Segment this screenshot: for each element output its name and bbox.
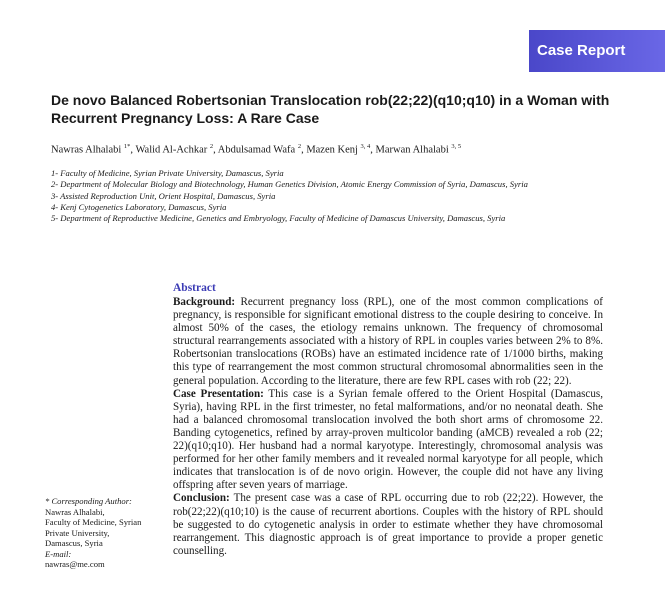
author-affiliation-marker: 3, 5 bbox=[451, 143, 462, 150]
corresponding-line: Nawras Alhalabi, bbox=[45, 506, 105, 517]
affiliation-item: 4- Kenj Cytogenetics Laboratory, Damascus, Syria bbox=[51, 201, 227, 212]
conclusion-text: The present case was a case of RPL occurring due to rob (22;22). However, the rob(22;22)(q10;10) is the cause of recurrent abortions. Couples with the history of RPL should be suggested to do cytogenetic analysis in order to estimate whether they have chromosomal rearrangement. This diagnostic approach is of great importance to provide a proper genetic counselling. bbox=[173, 492, 603, 557]
author-list: Nawras Alhalabi $^{1*}$, Walid Al-Achkar $^2$, Abdulsamad Wafa $^2$, Mazen Kenj $^{3, 4}$, Marwan Alhalabi $^{3, 5}$ bbox=[51, 143, 462, 156]
article-type-banner bbox=[529, 30, 665, 72]
article-title: De novo Balanced Robertsonian Translocation rob(22;22)(q10;q10) in a Woman with Recurrent Pregnancy Loss: A Rare Case bbox=[51, 92, 610, 126]
abstract-background bbox=[173, 296, 603, 388]
article-type-label: Case Report bbox=[537, 42, 626, 59]
corresponding-line: Damascus, Syria bbox=[45, 538, 103, 548]
corresponding-line: Faculty of Medicine, Syrian bbox=[45, 517, 142, 527]
email-address[interactable]: nawras@me.com bbox=[45, 559, 105, 569]
affiliation-list bbox=[51, 168, 611, 224]
case-label: Case Presentation: bbox=[173, 387, 264, 400]
corresponding-author-box bbox=[45, 496, 170, 570]
author-affiliation-marker: 2 bbox=[297, 143, 302, 150]
email-label: E-mail: bbox=[45, 548, 72, 559]
author-name: Marwan Alhalabi bbox=[375, 144, 449, 156]
author-name: Nawras Alhalabi bbox=[51, 144, 122, 156]
background-label: Background: bbox=[173, 296, 236, 308]
author-name: Abdulsamad Wafa bbox=[217, 144, 296, 156]
author-affiliation-marker: 3, 4 bbox=[360, 143, 371, 150]
affiliation-item: 5- Department of Reproductive Medicine, Genetics and Embryology, Faculty of Medicine of Damascus University, Damascus, Syria bbox=[51, 213, 506, 224]
case-text: This case is a Syrian female offered to the Orient Hospital (Damascus, Syria), having RPL in the first trimester, no fetal malformations, and/or no neonatal death. She had a balanced chromosomal translocation involved the both short arms of chromosome 22. Banding cytogenetics, refined by array-proven multicolor banding (aMCB) revealed a rob (22; 22)(q10;q10). Her husband had a normal karyotype. Interestingly, chromosomal analysis was performed for her other family members and it revealed normal karyotype for all people, which indicates that translocation is of de novo origin. However, the couple did not have any living offspring after seven years of marriage. bbox=[173, 387, 603, 492]
conclusion-label: Conclusion: bbox=[173, 492, 230, 505]
background-text: Recurrent pregnancy loss (RPL), one of the most common complications of pregnancy, is responsible for significant emotional distress to the couple desiring to conceive. In almost 50% of the cases, the etiology remains unknown. The frequency of chromosomal structural rearrangements associated with a history of RPL in couples varies between 2% to 8%. Robertsonian translocations (ROBs) have an estimated incidence rate of 1/1000 births, making this type of rearrangement the most common structural chromosomal abnormalities seen in the general population. According to the literature, there are few RPL cases with rob (22; 22). bbox=[173, 296, 603, 387]
affiliation-item: 1- Faculty of Medicine, Syrian Private University, Damascus, Syria bbox=[51, 168, 284, 178]
author-affiliation-marker: 2 bbox=[209, 143, 214, 150]
corresponding-author-label: * Corresponding Author: bbox=[45, 496, 132, 506]
abstract-body bbox=[173, 296, 603, 558]
corresponding-line: Private University, bbox=[45, 527, 110, 538]
author-name: Walid Al-Achkar bbox=[135, 144, 208, 156]
affiliation-item: 2- Department of Molecular Biology and Biotechnology, Human Genetics Division, Atomic Energy Commission of Syria, Damascus, Syria bbox=[51, 179, 528, 190]
abstract-conclusion bbox=[173, 492, 603, 557]
author-affiliation-marker: 1* bbox=[123, 143, 131, 150]
affiliation-item: 3- Assisted Reproduction Unit, Orient Hospital, Damascus, Syria bbox=[51, 190, 276, 201]
abstract-case-presentation bbox=[173, 388, 603, 493]
author-name: Mazen Kenj bbox=[306, 144, 358, 156]
abstract-heading: Abstract bbox=[173, 282, 216, 294]
